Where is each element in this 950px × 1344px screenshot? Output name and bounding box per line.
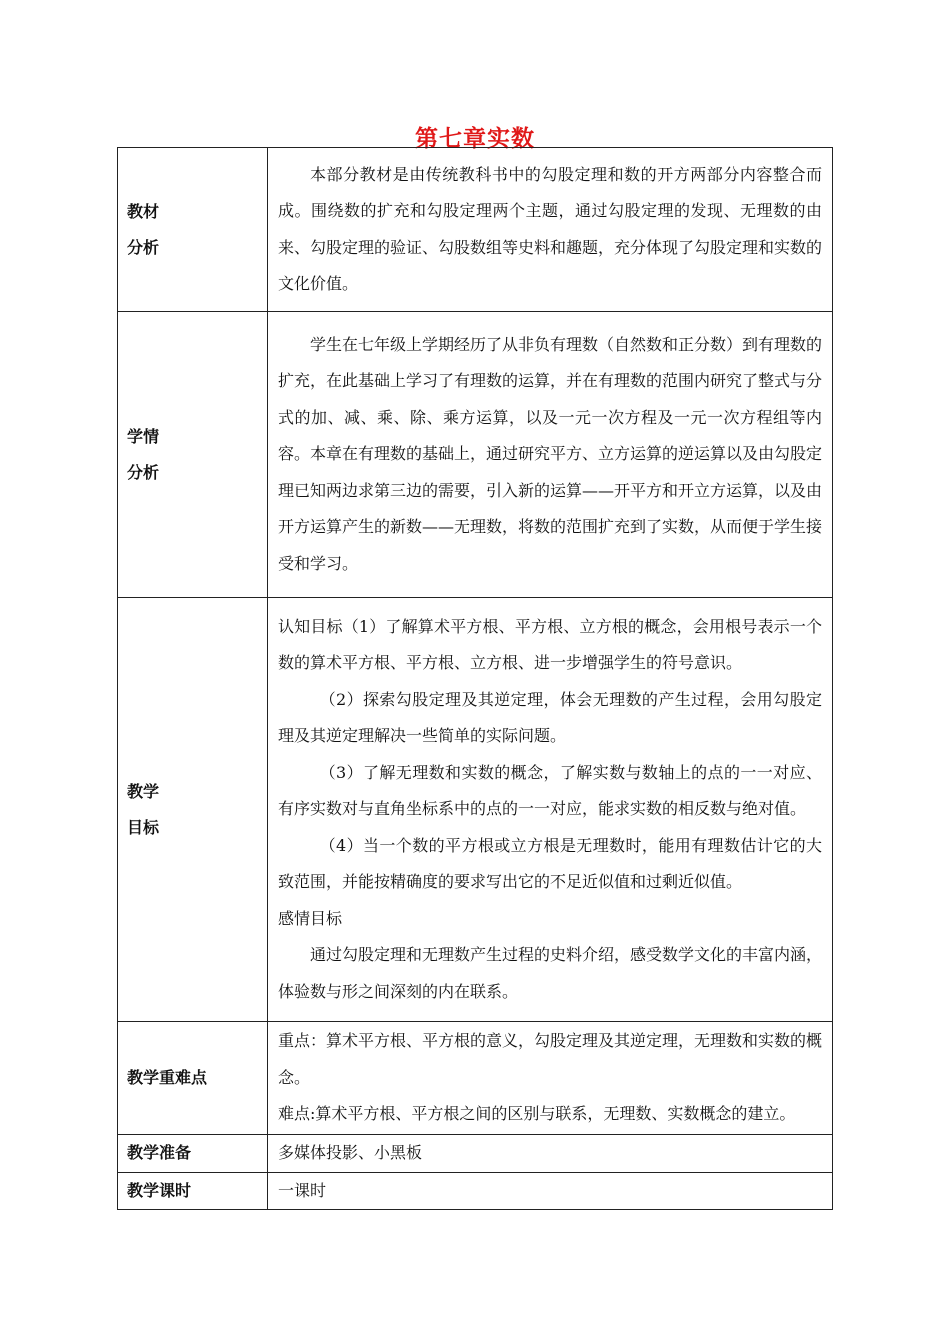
key-point-text: 重点：算术平方根、平方根的意义，勾股定理及其逆定理，无理数和实数的概念。 (278, 1031, 823, 1087)
label-preparation: 教学准备 (118, 1135, 268, 1173)
label-line: 目标 (127, 817, 160, 837)
label-teaching-objectives (118, 598, 268, 1022)
page-title: 第七章实数 (415, 126, 535, 152)
label-student-analysis (118, 312, 268, 598)
content-textbook-analysis (268, 148, 833, 312)
table-row-preparation (118, 1135, 833, 1173)
label-line: 学情 (127, 426, 160, 446)
paragraph: 本部分教材是由传统教科书中的勾股定理和数的开方两部分内容整合而成。围绕数的扩充和勾股定理两个主题，通过勾股定理的发现、无理数的由来、勾股定理的验证、勾股数组等史料和趣题，充分体现了勾股定理和实数的文化价值。 (278, 164, 823, 293)
label-textbook-analysis (118, 148, 268, 312)
table-row-hours (118, 1172, 833, 1210)
label-key-points: 教学重难点 (118, 1022, 268, 1135)
emotion-heading: 感情目标 (278, 908, 343, 928)
table-row-key-points (118, 1022, 833, 1135)
label-line: 教材 (127, 201, 160, 221)
content-hours: 一课时 (268, 1172, 833, 1210)
label-line: 教学 (127, 781, 160, 801)
table-row-students (118, 312, 833, 598)
objective-item-1: 认知目标（1）了解算术平方根、平方根、立方根的概念，会用根号表示一个数的算术平方根、平方根、立方根、进一步增强学生的符号意识。 (278, 616, 822, 673)
label-line: 分析 (127, 237, 160, 257)
difficult-point-text: 难点:算术平方根、平方根之间的区别与联系，无理数、实数概念的建立。 (278, 1104, 796, 1124)
content-key-points (268, 1022, 833, 1135)
content-student-analysis (268, 312, 833, 598)
paragraph: 学生在七年级上学期经历了从非负有理数（自然数和正分数）到有理数的扩充，在此基础上学习了有理数的运算，并在有理数的范围内研究了整式与分式的加、减、乘、除、乘方运算，以及一元一次方程及一元一次方程组等内容。本章在有理数的基础上，通过研究平方、立方运算的逆运算以及由勾股定理已知两边求第三边的需要，引入新的运算——开平方和开立方运算，以及由开方运算产生的新数——无理数，将数的范围扩充到了实数，从而便于学生接受和学习。 (278, 334, 823, 573)
content-teaching-objectives (268, 598, 833, 1022)
objective-item-2: （2）探索勾股定理及其逆定理，体会无理数的产生过程，会用勾股定理及其逆定理解决一些简单的实际问题。 (278, 689, 822, 746)
label-line: 分析 (127, 462, 160, 482)
table-row-objectives (118, 598, 833, 1022)
table-row-textbook (118, 148, 833, 312)
content-preparation: 多媒体投影、小黑板 (268, 1135, 833, 1173)
label-hours: 教学课时 (118, 1172, 268, 1210)
emotion-text: 通过勾股定理和无理数产生过程的史料介绍，感受数学文化的丰富内涵，体验数与形之间深刻的内在联系。 (278, 945, 823, 1001)
objective-item-3: （3）了解无理数和实数的概念，了解实数与数轴上的点的一一对应、有序实数对与直角坐标系中的点的一一对应，能求实数的相反数与绝对值。 (278, 762, 822, 819)
objective-item-4: （4）当一个数的平方根或立方根是无理数时，能用有理数估计它的大致范围，并能按精确度的要求写出它的不足近似值和过剩近似值。 (278, 835, 822, 892)
lesson-plan-table (117, 147, 833, 1210)
